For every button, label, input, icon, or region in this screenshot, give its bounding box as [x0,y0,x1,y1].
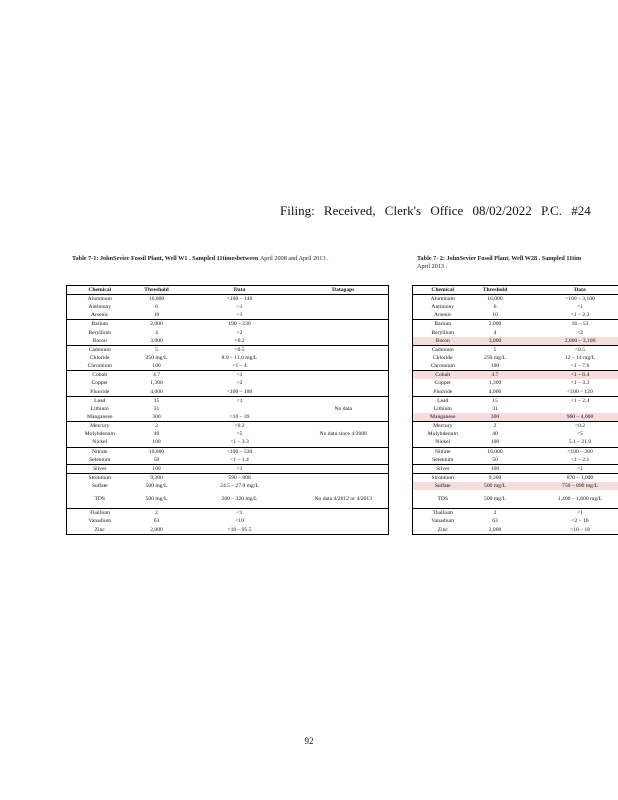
chemical-cell: Arsenic [91,312,109,319]
chemical-cell: Lithium [90,405,109,412]
table-row [413,482,618,490]
threshold-cell: 2,000 [473,320,518,329]
data-cell: <1 – 2.4 [518,396,618,405]
threshold-cell: 10 [492,312,498,319]
table1 [66,285,389,535]
page-number: 92 [304,736,314,746]
threshold-cell: 40 [492,431,498,438]
threshold-cell: 10,000 [473,447,518,456]
table1-header-chemical: Chemical [67,286,133,295]
datagaps-cell [299,329,389,337]
data-cell: 190 – 230 [181,320,299,329]
chemical-cell: Cadmium [413,345,473,354]
data-cell: <1 – 3.3 [230,439,249,446]
datagaps-cell [299,482,389,490]
threshold-cell: 100 [473,464,518,473]
table-row [413,303,618,311]
table1-header-threshold: Threshold [133,286,181,295]
chemical-cell: Zinc [67,526,133,535]
table-row [67,490,389,509]
table-row [413,526,618,535]
data-cell: <5 [577,431,583,438]
data-cell: <10 [235,518,244,525]
table-row [67,517,389,525]
chemical-cell: Silver [413,464,473,473]
table-row [413,396,618,405]
table-row [67,456,389,465]
chemical-cell: Selenium [89,456,111,463]
data-cell: <100 – 100 [226,388,253,395]
table-row [67,388,389,397]
chemical-cell: Chromium [87,363,112,370]
data-cell: 870 – 1,000 [518,473,618,482]
data-cell [181,405,299,413]
table-row [67,447,389,456]
table-row [67,329,389,337]
data-cell: <1 [181,371,299,380]
threshold-cell: 300 [473,413,518,422]
data-cell: <100 – 120 [567,388,593,395]
data-cell: <2 – 10 [571,518,589,525]
threshold-cell: 5 [473,345,518,354]
threshold-cell: 1,300 [150,380,163,387]
datagaps-cell [299,422,389,431]
threshold-cell: 500 mg/L [145,483,168,490]
data-cell: 8.9 – 11.0 mg/L [221,355,258,362]
data-cell: 2,600 – 3,100 [518,337,618,346]
chemical-cell: Barium [67,320,133,329]
table-row [67,473,389,482]
table-row [67,320,389,329]
chemical-cell: Silver [67,464,133,473]
threshold-cell: 500 mg/L [484,496,506,503]
chemical-cell: Lead [413,396,473,405]
table-row [413,388,618,397]
chemical-cell: Thallium [413,509,473,518]
data-cell: <1 – 6.4 [518,371,618,380]
chemical-cell: Molybdenum [427,431,458,438]
chemical-cell: Zinc [413,526,473,535]
threshold-cell: 250 mg/L [145,355,168,362]
threshold-cell: 100 [490,363,500,370]
threshold-cell: 2 [133,422,181,431]
data-cell: <100 – 140 [226,296,253,303]
data-cell: <10 – 18 [518,526,618,535]
data-cell: <1 [181,509,299,518]
chemical-cell: Beryllium [431,329,455,336]
datagaps-cell [299,354,389,362]
table1-caption-dates: April 2008 and April 2013 . [259,255,329,262]
data-cell: <1 [577,304,583,311]
chemical-cell: Sulfate [413,482,473,490]
threshold-cell: 2 [133,509,181,518]
threshold-cell: 15 [473,396,518,405]
table-row [413,490,618,509]
chemical-cell: Antimony [88,304,112,311]
chemical-cell: Selenium [432,456,454,463]
table-row [413,405,618,413]
table-row [413,456,618,465]
data-cell: <1 [518,509,618,518]
chemical-cell: Nitrate [67,447,133,456]
data-cell: 1,400 – 1,600 mg/L [557,496,603,503]
data-cell: 960 – 4,000 [518,413,618,422]
table-row [67,482,389,490]
data-cell: <1 [181,396,299,405]
table1-header-data: Data [181,286,299,295]
table-row [67,396,389,405]
data-cell: <0.5 [518,345,618,354]
threshold-cell: 100 [152,439,161,446]
chemical-cell: Cobalt [413,371,473,380]
chemical-cell: Nickel [92,439,108,446]
chemical-cell: Lead [67,396,133,405]
chemical-cell: Boron [92,337,107,344]
data-cell: <100 – 280 [518,447,618,456]
table-row [67,509,389,518]
datagaps-cell: No data since 4/2008 [319,431,367,438]
chemical-cell: TDS [437,496,449,503]
chemical-cell: Lithium [433,405,452,412]
threshold-cell: 100 [133,464,181,473]
table-row [413,447,618,456]
datagaps-cell [299,509,389,518]
chemical-cell: Copper [91,380,108,387]
table-row [413,354,618,362]
data-cell: 24.5 – 27.0 mg/L [220,483,259,490]
table-row [67,337,389,346]
data-cell: <5 [236,431,243,438]
data-cell: <1 – 3.3 [570,380,590,387]
threshold-cell: 4 [493,329,497,336]
threshold-cell: 100 [152,363,161,370]
datagaps-cell [299,311,389,320]
chemical-cell: Vanadium [88,518,112,525]
table-row [413,379,618,387]
data-cell: <100 – 530 [181,447,299,456]
threshold-cell: 16,000 [148,296,165,303]
data-cell: 12 – 14 mg/L [564,355,596,362]
threshold-cell: 4.7 [133,371,181,380]
datagaps-cell [299,388,389,397]
chemical-cell: Manganese [413,413,473,422]
data-cell: <0.5 [181,345,299,354]
datagaps-cell [299,438,389,447]
chemical-cell: Chloride [432,355,453,362]
data-cell [518,405,618,413]
table-row [413,371,618,380]
datagaps-cell [299,447,389,456]
chemical-cell: Vanadium [431,518,455,525]
datagaps-cell [299,526,389,535]
table-row [413,362,618,371]
datagaps-cell [299,473,389,482]
data-cell: 590 – 800 [181,473,299,482]
chemical-cell: Thallium [67,509,133,518]
chemical-cell: Boron [413,337,473,346]
table-row [413,311,618,320]
table-row [67,379,389,387]
chemical-cell: Cobalt [67,371,133,380]
chemical-cell: Chloride [89,355,110,362]
table-row [67,413,389,422]
threshold-cell: 16,000 [487,296,503,303]
chemical-cell: Strontium [67,473,133,482]
chemical-cell: Nitrate [413,447,473,456]
data-cell: <1 – 1.4 [230,456,249,463]
filing-stamp: Filing: Received, Clerk's Office 08/02/2022 P.C. #24 [280,203,591,218]
table-row [413,295,618,304]
threshold-cell: 50 [492,456,498,463]
chemical-cell: Fluoride [433,388,453,395]
threshold-cell: 500 mg/L [473,482,518,490]
datagaps-cell [299,464,389,473]
datagaps-cell [299,413,389,422]
threshold-cell: 2 [473,422,518,431]
chemical-cell: Aluminum [430,296,455,303]
table2-caption-title: Table 7- 2: JohnSevier Fossil Plant, Well W28 . Sampled 11tim [417,255,582,262]
chemical-cell: Nickel [435,439,451,446]
table1-caption [72,255,387,263]
table1-header-datagaps: Datagaps [299,286,389,295]
datagaps-cell [299,320,389,329]
data-cell: <2 [236,380,243,387]
threshold-cell: 31 [153,405,160,412]
table2-header-chemical: Chemical [413,286,473,295]
threshold-cell: 100 [490,439,500,446]
data-cell: <10 – 39 [229,414,250,421]
threshold-cell: 9,300 [133,473,181,482]
chemical-cell: Sulfate [91,483,108,490]
chemical-cell: Beryllium [88,329,112,336]
threshold-cell: 5 [133,345,181,354]
datagaps-cell [299,456,389,465]
threshold-cell: 9,300 [473,473,518,482]
chemical-cell: Antimony [431,304,455,311]
datagaps-cell [299,303,389,311]
threshold-cell: 6 [155,304,158,311]
table-row [413,337,618,346]
chemical-cell: Molybdenum [84,431,115,438]
threshold-cell: 40 [153,431,160,438]
table-row [67,438,389,447]
data-cell: <1 – 7.6 [570,363,590,370]
data-cell: <1 [236,312,243,319]
data-cell: <1 [518,464,618,473]
table-row [67,354,389,362]
threshold-cell: 3,000 [150,337,163,344]
threshold-cell: 2,000 [473,526,518,535]
table-row [413,422,618,431]
data-cell: <1 – 2.1 [570,456,590,463]
threshold-cell: 4,000 [488,388,502,395]
table2-header-data: Data [518,286,618,295]
datagaps-cell [299,371,389,380]
data-cell: <1 – 2.3 [570,312,590,319]
table-row [413,517,618,525]
table2-header-threshold: Threshold [473,286,518,295]
data-cell: 750 – 890 mg/L [518,482,618,490]
chemical-cell: Strontium [413,473,473,482]
threshold-cell: 63 [492,518,498,525]
table1-caption-title: Table 7-1: JohnSevier Fossil Plant, Well W1 . Sampled 11timesbetween [72,255,259,262]
table-row [67,295,389,304]
data-cell: <2 [577,329,583,336]
table-row [67,303,389,311]
data-cell: <1 [181,464,299,473]
threshold-cell: 4.7 [473,371,518,380]
threshold-cell: 15 [133,396,181,405]
chemical-cell: Chromium [430,363,455,370]
chemical-cell: Cadmium [67,345,133,354]
chemical-cell: Arsenic [434,312,452,319]
datagaps-cell [299,362,389,371]
data-cell: <0.2 [234,337,245,344]
table-row [67,362,389,371]
table-row [67,422,389,431]
threshold-cell: 10 [153,312,160,319]
data-cell: <2 [236,329,243,336]
chemical-cell: Copper [434,380,451,387]
table2 [412,285,618,535]
threshold-cell: 3,000 [473,337,518,346]
table-row [67,311,389,320]
table-row [67,371,389,380]
table-row [67,405,389,413]
datagaps-cell [299,337,389,346]
threshold-cell: 10,000 [133,447,181,456]
datagaps-cell: No data 4/2012 or 4/2013 [314,496,372,503]
table2-caption [417,255,618,271]
data-cell: <0.2 [518,422,618,431]
table-row [413,320,618,329]
chemical-cell: Barium [413,320,473,329]
table-row [413,329,618,337]
table-row [67,430,389,438]
chemical-cell: Mercury [413,422,473,431]
threshold-cell: 2 [473,509,518,518]
chemical-cell: Fluoride [90,388,110,395]
threshold-cell: 6 [493,304,497,311]
datagaps-cell [299,379,389,387]
table-row [67,464,389,473]
datagaps-cell [299,396,389,405]
datagaps-cell [299,345,389,354]
data-cell: <1 – 4 [232,363,247,370]
chemical-cell: Mercury [67,422,133,431]
data-cell: <10 – 95.5 [181,526,299,535]
chemical-cell: Aluminum [87,296,112,303]
threshold-cell: 2,000 [133,526,181,535]
data-cell: 5.1 – 21.0 [568,439,592,446]
chemical-cell: Manganese [87,414,113,421]
table-row [413,509,618,518]
data-cell: <0.2 [181,422,299,431]
table-row [413,464,618,473]
table-row [413,345,618,354]
chemical-cell: TDS [94,496,106,503]
data-cell: <100 – 3,100 [565,296,595,303]
table-row [413,413,618,422]
table-row [413,430,618,438]
threshold-cell: 63 [153,518,160,525]
threshold-cell: 4 [155,329,158,336]
data-cell: <1 [236,304,243,311]
threshold-cell: 50 [153,456,160,463]
table-row [413,438,618,447]
threshold-cell: 500 mg/L [145,496,168,503]
data-cell: 260 – 320 mg/L [221,496,258,503]
data-cell: 16 – 53 [518,320,618,329]
threshold-cell: 300 [152,414,161,421]
threshold-cell: 4,000 [150,388,163,395]
datagaps-cell: No data [334,405,353,412]
table-row [413,473,618,482]
threshold-cell: 2,000 [133,320,181,329]
table2-caption-dates: April 2013 . [417,263,448,270]
datagaps-cell [299,295,389,304]
datagaps-cell [299,517,389,525]
table-row [67,345,389,354]
threshold-cell: 1,300 [488,380,502,387]
threshold-cell: 31 [492,405,498,412]
table-row [67,526,389,535]
threshold-cell: 250 mg/L [484,355,506,362]
